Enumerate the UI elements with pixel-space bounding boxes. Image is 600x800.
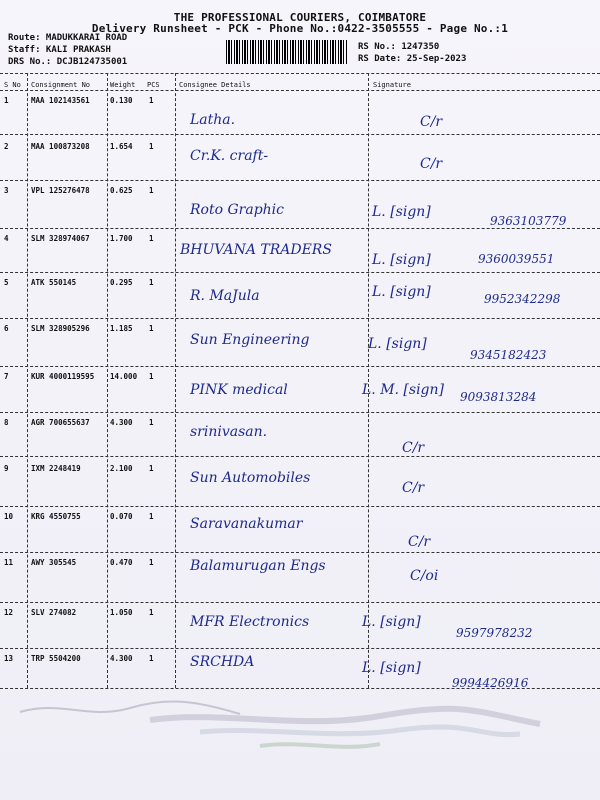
row-sno: 13 bbox=[4, 654, 14, 663]
row-weight: 0.130 bbox=[110, 96, 133, 105]
row-weight: 0.295 bbox=[110, 278, 133, 287]
row-consignment-no: KUR 4000119595 bbox=[31, 372, 95, 381]
row-consignment-no: MAA 102143561 bbox=[31, 96, 90, 105]
company-title: THE PROFESSIONAL COURIERS, COIMBATORE bbox=[173, 11, 427, 24]
row-sno: 2 bbox=[4, 142, 9, 151]
col-divider bbox=[27, 73, 28, 688]
row-divider bbox=[0, 412, 600, 413]
row-divider bbox=[0, 228, 600, 229]
drs-number: DRS No.: DCJB124735001 bbox=[8, 57, 128, 67]
row-sno: 1 bbox=[4, 96, 9, 105]
barcode bbox=[226, 40, 348, 64]
row-phone: 9093813284 bbox=[460, 390, 537, 404]
row-phone: 9994426916 bbox=[452, 676, 529, 690]
row-pcs: 1 bbox=[149, 234, 154, 243]
row-pcs: 1 bbox=[149, 512, 154, 521]
col-sno: S No bbox=[4, 81, 21, 89]
row-signature: L. [sign] bbox=[372, 252, 431, 268]
row-weight: 0.470 bbox=[110, 558, 133, 567]
row-signature: L. [sign] bbox=[372, 284, 431, 300]
row-signature: C/r bbox=[420, 114, 443, 130]
row-pcs: 1 bbox=[149, 186, 154, 195]
row-consignee: Cr.K. craft- bbox=[190, 148, 269, 164]
row-weight: 4.300 bbox=[110, 418, 133, 427]
row-signature: L. [sign] bbox=[372, 204, 431, 220]
col-consignment: Consignment No bbox=[31, 81, 91, 89]
row-weight: 1.700 bbox=[110, 234, 133, 243]
row-divider bbox=[0, 318, 600, 319]
row-weight: 14.000 bbox=[110, 372, 138, 381]
row-phone: 9360039551 bbox=[478, 252, 555, 266]
row-consignment-no: SLV 274082 bbox=[31, 608, 77, 617]
row-signature: L. [sign] bbox=[362, 614, 421, 630]
header-divider bbox=[0, 73, 600, 74]
row-consignee: Saravanakumar bbox=[190, 516, 303, 532]
row-weight: 1.050 bbox=[110, 608, 133, 617]
rs-number: RS No.: 1247350 bbox=[358, 42, 440, 52]
route-label: Route: MADUKKARAI ROAD bbox=[8, 33, 128, 43]
row-sno: 6 bbox=[4, 324, 9, 333]
row-consignment-no: AWY 305545 bbox=[31, 558, 77, 567]
row-consignment-no: TRP 5504200 bbox=[31, 654, 81, 663]
row-weight: 1.185 bbox=[110, 324, 133, 333]
row-signature: C/r bbox=[402, 480, 425, 496]
row-weight: 4.300 bbox=[110, 654, 133, 663]
col-pcs: PCS bbox=[147, 81, 160, 89]
row-phone: 9952342298 bbox=[484, 292, 561, 306]
col-weight: Weight bbox=[110, 81, 136, 89]
staff-label: Staff: KALI PRAKASH bbox=[8, 45, 111, 55]
row-divider bbox=[0, 648, 600, 649]
row-weight: 2.100 bbox=[110, 464, 133, 473]
row-sno: 12 bbox=[4, 608, 14, 617]
row-sno: 10 bbox=[4, 512, 14, 521]
row-sno: 3 bbox=[4, 186, 9, 195]
row-consignee: Roto Graphic bbox=[190, 202, 284, 218]
row-consignment-no: AGR 700655637 bbox=[31, 418, 90, 427]
row-weight: 1.654 bbox=[110, 142, 133, 151]
row-signature: L. [sign] bbox=[362, 660, 421, 676]
row-divider bbox=[0, 366, 600, 367]
row-signature: L. M. [sign] bbox=[362, 382, 444, 398]
smudged-signature-area bbox=[0, 690, 600, 770]
row-consignee: SRCHDA bbox=[190, 654, 255, 670]
row-divider bbox=[0, 180, 600, 181]
row-consignee: Balamurugan Engs bbox=[190, 558, 326, 574]
row-consignee: Sun Automobiles bbox=[190, 470, 311, 486]
row-signature: C/r bbox=[408, 534, 431, 550]
col-divider bbox=[107, 73, 108, 688]
row-pcs: 1 bbox=[149, 608, 154, 617]
col-consignee: Consignee Details bbox=[179, 81, 251, 89]
row-signature: L. [sign] bbox=[368, 336, 427, 352]
row-pcs: 1 bbox=[149, 324, 154, 333]
row-consignment-no: IXM 2248419 bbox=[31, 464, 81, 473]
row-phone: 9597978232 bbox=[456, 626, 533, 640]
row-pcs: 1 bbox=[149, 464, 154, 473]
row-phone: 9345182423 bbox=[470, 348, 547, 362]
row-weight: 0.625 bbox=[110, 186, 133, 195]
row-divider bbox=[0, 456, 600, 457]
row-sno: 8 bbox=[4, 418, 9, 427]
row-signature: C/r bbox=[420, 156, 443, 172]
row-consignment-no: SLM 328905296 bbox=[31, 324, 90, 333]
col-divider bbox=[368, 73, 369, 688]
row-consignment-no: SLM 328974067 bbox=[31, 234, 90, 243]
row-pcs: 1 bbox=[149, 96, 154, 105]
row-sno: 11 bbox=[4, 558, 14, 567]
row-sno: 5 bbox=[4, 278, 9, 287]
row-consignee: Sun Engineering bbox=[190, 332, 310, 348]
rs-date: RS Date: 25-Sep-2023 bbox=[358, 54, 467, 64]
row-divider bbox=[0, 688, 600, 689]
row-divider bbox=[0, 552, 600, 553]
row-pcs: 1 bbox=[149, 654, 154, 663]
row-pcs: 1 bbox=[149, 372, 154, 381]
runsheet-subtitle: Delivery Runsheet - PCK - Phone No.:0422-3505555 - Page No.:1 bbox=[91, 22, 509, 35]
row-consignee: srinivasan. bbox=[190, 424, 268, 440]
row-pcs: 1 bbox=[149, 558, 154, 567]
row-consignment-no: VPL 125276478 bbox=[31, 186, 90, 195]
row-consignee: BHUVANA TRADERS bbox=[180, 242, 332, 258]
row-divider bbox=[0, 272, 600, 273]
row-divider bbox=[0, 602, 600, 603]
row-divider bbox=[0, 134, 600, 135]
row-consignment-no: ATK 550145 bbox=[31, 278, 77, 287]
row-consignment-no: MAA 100873208 bbox=[31, 142, 90, 151]
row-sno: 4 bbox=[4, 234, 9, 243]
row-phone: 9363103779 bbox=[490, 214, 567, 228]
row-sno: 9 bbox=[4, 464, 9, 473]
col-signature: Signature bbox=[373, 81, 411, 89]
row-signature: C/r bbox=[402, 440, 425, 456]
column-header-divider bbox=[0, 90, 600, 91]
row-pcs: 1 bbox=[149, 142, 154, 151]
row-pcs: 1 bbox=[149, 418, 154, 427]
row-divider bbox=[0, 506, 600, 507]
row-consignee: R. MaJula bbox=[190, 288, 260, 304]
row-consignment-no: KRG 4550755 bbox=[31, 512, 81, 521]
row-pcs: 1 bbox=[149, 278, 154, 287]
row-signature: C/oi bbox=[410, 568, 439, 584]
col-divider bbox=[175, 73, 176, 688]
row-sno: 7 bbox=[4, 372, 9, 381]
row-weight: 0.070 bbox=[110, 512, 133, 521]
row-consignee: Latha. bbox=[190, 112, 236, 128]
row-consignee: PINK medical bbox=[190, 382, 288, 398]
row-consignee: MFR Electronics bbox=[190, 614, 310, 630]
